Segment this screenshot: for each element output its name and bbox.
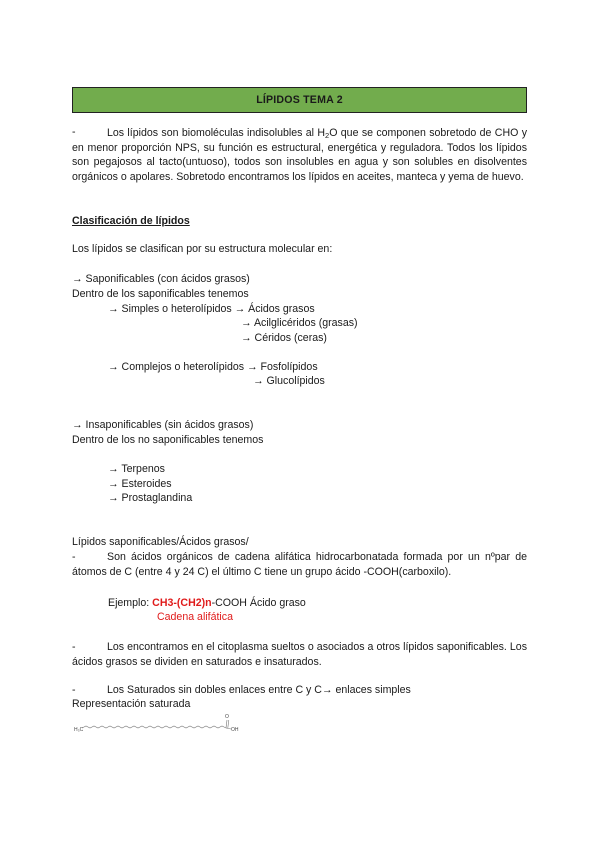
fatty-acids-heading: Lípidos saponificables/Ácidos grasos/ — [72, 536, 249, 548]
acilgliceridos-item: → Acilglicéridos (grasas) — [241, 317, 358, 329]
prostaglandina-item: → Prostaglandina — [108, 492, 193, 504]
intro-text-a: Los lípidos son biomoléculas indisolubles al H — [107, 127, 326, 139]
example-line — [108, 596, 306, 611]
h2o-subscript: 2 — [325, 131, 330, 140]
intro-dash: - — [72, 126, 76, 138]
location-paragraph — [72, 640, 527, 669]
page-title — [72, 87, 527, 113]
saponifiables-within: Dentro de los saponificables tenemos — [72, 288, 249, 300]
svg-text:OH: OH — [231, 727, 239, 733]
ceridos-item: → Céridos (ceras) — [241, 332, 327, 344]
simples-item: → Simples o heterolípidos → Ácidos grasos — [108, 303, 315, 315]
insaponifiables-within: Dentro de los no saponificables tenemos — [72, 434, 264, 446]
esteroides-item: → Esteroides — [108, 478, 172, 490]
saturated-representation-label: Representación saturada — [72, 698, 191, 710]
svg-text:H₃C: H₃C — [74, 727, 84, 733]
example-chain: CH3-(CH2)n — [152, 597, 212, 609]
fatty-acids-text: Son ácidos orgánicos de cadena alifática hidrocarbonatada formada por un nºpar de átomos de C (entre 4 y 24 C) el último C tiene un grupo ácido -COOH(carboxilo). — [72, 551, 527, 578]
saturated-chain-diagram — [72, 712, 242, 734]
classification-heading: Clasificación de lípidos — [72, 215, 190, 227]
cadena-alifatica-label: Cadena alifática — [157, 611, 233, 623]
complejos-item: → Complejos o heterolípidos → Fosfolípidos — [108, 361, 318, 373]
saturated-text: Los Saturados sin dobles enlaces entre C y C→ enlaces simples — [107, 684, 411, 696]
insaponifiables-item: → Insaponificables (sin ácidos grasos) — [72, 419, 254, 431]
page-title-text: LÍPIDOS TEMA 2 — [256, 94, 343, 106]
terpenos-item: → Terpenos — [108, 463, 165, 475]
classification-intro: Los lípidos se clasifican por su estructura molecular en: — [72, 243, 333, 255]
saponifiables-item: → Saponificables (con ácidos grasos) — [72, 273, 250, 285]
location-text: Los encontramos en el citoplasma sueltos o asociados a otros lípidos saponificables. Los ácidos grasos se dividen en saturados e insaturados. — [72, 641, 527, 668]
intro-text-b: O que se componen sobretodo de CHO y en menor proporción NPS, su función es estructural, energética y reguladora. Todos los lípidos son pegajosos al tacto(untuoso), todos son insolubles en agua y son solubles en disolventes orgánicos o apolares. Sobretodo encontramos los lípidos en aceites, manteca y yema de huevo. — [72, 127, 528, 183]
example-label: Ejemplo: — [108, 597, 153, 609]
intro-paragraph — [72, 126, 527, 184]
example-rest: -COOH Ácido graso — [211, 597, 306, 609]
fatty-acids-dash: - — [72, 551, 76, 563]
glucolipidos-item: → Glucolípidos — [253, 375, 325, 387]
svg-text:O: O — [225, 714, 229, 720]
location-dash: - — [72, 641, 76, 653]
fatty-acids-paragraph — [72, 550, 527, 579]
saturated-dash: - — [72, 684, 76, 696]
